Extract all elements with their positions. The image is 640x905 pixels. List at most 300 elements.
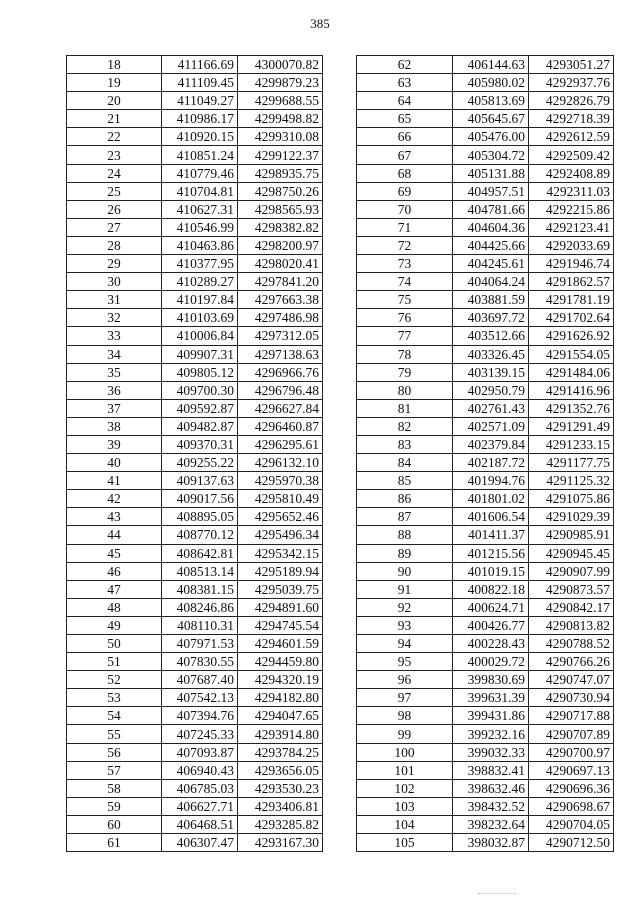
table-row xyxy=(67,779,323,797)
x-coordinate-cell: 406940.43 xyxy=(162,761,238,779)
x-coordinate-cell: 410377.95 xyxy=(162,255,238,273)
table-row xyxy=(357,435,614,453)
x-coordinate-cell: 409482.87 xyxy=(162,417,238,435)
point-number-cell: 98 xyxy=(357,707,453,725)
point-number-cell: 66 xyxy=(357,128,453,146)
y-coordinate-cell: 4297138.63 xyxy=(238,345,323,363)
table-row xyxy=(67,671,323,689)
x-coordinate-cell: 408642.81 xyxy=(162,544,238,562)
point-number-cell: 102 xyxy=(357,779,453,797)
table-row xyxy=(67,834,323,852)
table-row xyxy=(357,218,614,236)
x-coordinate-cell: 398632.46 xyxy=(453,779,529,797)
y-coordinate-cell: 4295189.94 xyxy=(238,562,323,580)
y-coordinate-cell: 4290766.26 xyxy=(529,653,614,671)
table-row xyxy=(357,255,614,273)
x-coordinate-cell: 406785.03 xyxy=(162,779,238,797)
x-coordinate-cell: 402187.72 xyxy=(453,454,529,472)
point-number-cell: 34 xyxy=(67,345,162,363)
table-row xyxy=(357,454,614,472)
y-coordinate-cell: 4293656.05 xyxy=(238,761,323,779)
x-coordinate-cell: 411109.45 xyxy=(162,74,238,92)
point-number-cell: 79 xyxy=(357,363,453,381)
point-number-cell: 90 xyxy=(357,562,453,580)
x-coordinate-cell: 405476.00 xyxy=(453,128,529,146)
table-row xyxy=(67,128,323,146)
y-coordinate-cell: 4291554.05 xyxy=(529,345,614,363)
point-number-cell: 91 xyxy=(357,580,453,598)
x-coordinate-cell: 402571.09 xyxy=(453,417,529,435)
y-coordinate-cell: 4291862.57 xyxy=(529,273,614,291)
table-row xyxy=(357,761,614,779)
x-coordinate-cell: 403139.15 xyxy=(453,363,529,381)
point-number-cell: 47 xyxy=(67,580,162,598)
table-row xyxy=(357,834,614,852)
y-coordinate-cell: 4298750.26 xyxy=(238,182,323,200)
table-row xyxy=(357,128,614,146)
x-coordinate-cell: 409370.31 xyxy=(162,435,238,453)
table-row xyxy=(67,399,323,417)
y-coordinate-cell: 4291702.64 xyxy=(529,309,614,327)
table-row xyxy=(357,743,614,761)
y-coordinate-cell: 4298020.41 xyxy=(238,255,323,273)
table-row xyxy=(67,56,323,74)
y-coordinate-cell: 4291233.15 xyxy=(529,435,614,453)
y-coordinate-cell: 4298200.97 xyxy=(238,236,323,254)
point-number-cell: 40 xyxy=(67,454,162,472)
point-number-cell: 100 xyxy=(357,743,453,761)
table-row xyxy=(357,92,614,110)
point-number-cell: 37 xyxy=(67,399,162,417)
y-coordinate-cell: 4290907.99 xyxy=(529,562,614,580)
y-coordinate-cell: 4290788.52 xyxy=(529,635,614,653)
table-row xyxy=(357,689,614,707)
y-coordinate-cell: 4293051.27 xyxy=(529,56,614,74)
point-number-cell: 48 xyxy=(67,598,162,616)
point-number-cell: 26 xyxy=(67,200,162,218)
x-coordinate-cell: 408381.15 xyxy=(162,580,238,598)
y-coordinate-cell: 4296295.61 xyxy=(238,435,323,453)
y-coordinate-cell: 4294047.65 xyxy=(238,707,323,725)
x-coordinate-cell: 403697.72 xyxy=(453,309,529,327)
table-row xyxy=(357,381,614,399)
point-number-cell: 81 xyxy=(357,399,453,417)
x-coordinate-cell: 405813.69 xyxy=(453,92,529,110)
y-coordinate-cell: 4295810.49 xyxy=(238,490,323,508)
y-coordinate-cell: 4291781.19 xyxy=(529,291,614,309)
x-coordinate-cell: 406468.51 xyxy=(162,815,238,833)
x-coordinate-cell: 400029.72 xyxy=(453,653,529,671)
x-coordinate-cell: 409255.22 xyxy=(162,454,238,472)
point-number-cell: 35 xyxy=(67,363,162,381)
y-coordinate-cell: 4293530.23 xyxy=(238,779,323,797)
y-coordinate-cell: 4290698.67 xyxy=(529,797,614,815)
table-row xyxy=(67,345,323,363)
point-number-cell: 60 xyxy=(67,815,162,833)
table-row xyxy=(357,671,614,689)
table-row xyxy=(357,562,614,580)
table-row xyxy=(357,345,614,363)
point-number-cell: 78 xyxy=(357,345,453,363)
table-row xyxy=(357,236,614,254)
y-coordinate-cell: 4293406.81 xyxy=(238,797,323,815)
point-number-cell: 38 xyxy=(67,417,162,435)
x-coordinate-cell: 409137.63 xyxy=(162,472,238,490)
point-number-cell: 88 xyxy=(357,526,453,544)
x-coordinate-cell: 408513.14 xyxy=(162,562,238,580)
point-number-cell: 93 xyxy=(357,616,453,634)
x-coordinate-cell: 410463.86 xyxy=(162,236,238,254)
table-row xyxy=(67,309,323,327)
point-number-cell: 103 xyxy=(357,797,453,815)
table-row xyxy=(357,635,614,653)
table-row xyxy=(67,743,323,761)
table-row xyxy=(357,309,614,327)
y-coordinate-cell: 4290717.88 xyxy=(529,707,614,725)
y-coordinate-cell: 4290697.13 xyxy=(529,761,614,779)
x-coordinate-cell: 410779.46 xyxy=(162,164,238,182)
point-number-cell: 97 xyxy=(357,689,453,707)
point-number-cell: 75 xyxy=(357,291,453,309)
point-number-cell: 43 xyxy=(67,508,162,526)
table-row xyxy=(67,236,323,254)
table-row xyxy=(357,164,614,182)
x-coordinate-cell: 410197.84 xyxy=(162,291,238,309)
point-number-cell: 23 xyxy=(67,146,162,164)
table-row xyxy=(357,707,614,725)
table-row xyxy=(357,273,614,291)
point-number-cell: 45 xyxy=(67,544,162,562)
table-row xyxy=(357,779,614,797)
table-row xyxy=(67,146,323,164)
point-number-cell: 86 xyxy=(357,490,453,508)
x-coordinate-cell: 404781.66 xyxy=(453,200,529,218)
y-coordinate-cell: 4297312.05 xyxy=(238,327,323,345)
x-coordinate-cell: 406307.47 xyxy=(162,834,238,852)
y-coordinate-cell: 4290945.45 xyxy=(529,544,614,562)
point-number-cell: 64 xyxy=(357,92,453,110)
x-coordinate-cell: 406627.71 xyxy=(162,797,238,815)
x-coordinate-cell: 398832.41 xyxy=(453,761,529,779)
x-coordinate-cell: 408246.86 xyxy=(162,598,238,616)
point-number-cell: 42 xyxy=(67,490,162,508)
x-coordinate-cell: 400228.43 xyxy=(453,635,529,653)
table-row xyxy=(357,616,614,634)
y-coordinate-cell: 4293784.25 xyxy=(238,743,323,761)
x-coordinate-cell: 408895.05 xyxy=(162,508,238,526)
coordinate-table-right xyxy=(356,55,614,852)
x-coordinate-cell: 409700.30 xyxy=(162,381,238,399)
x-coordinate-cell: 410289.27 xyxy=(162,273,238,291)
y-coordinate-cell: 4294320.19 xyxy=(238,671,323,689)
table-row xyxy=(357,182,614,200)
x-coordinate-cell: 402761.43 xyxy=(453,399,529,417)
x-coordinate-cell: 399631.39 xyxy=(453,689,529,707)
point-number-cell: 89 xyxy=(357,544,453,562)
point-number-cell: 87 xyxy=(357,508,453,526)
y-coordinate-cell: 4292033.69 xyxy=(529,236,614,254)
y-coordinate-cell: 4291352.76 xyxy=(529,399,614,417)
y-coordinate-cell: 4292311.03 xyxy=(529,182,614,200)
y-coordinate-cell: 4292826.79 xyxy=(529,92,614,110)
table-row xyxy=(357,797,614,815)
table-row xyxy=(357,74,614,92)
point-number-cell: 39 xyxy=(67,435,162,453)
y-coordinate-cell: 4290696.36 xyxy=(529,779,614,797)
table-row xyxy=(67,472,323,490)
table-row xyxy=(67,490,323,508)
x-coordinate-cell: 407394.76 xyxy=(162,707,238,725)
point-number-cell: 105 xyxy=(357,834,453,852)
y-coordinate-cell: 4290730.94 xyxy=(529,689,614,707)
table-row xyxy=(67,74,323,92)
y-coordinate-cell: 4292612.59 xyxy=(529,128,614,146)
x-coordinate-cell: 403326.45 xyxy=(453,345,529,363)
table-row xyxy=(67,363,323,381)
y-coordinate-cell: 4292937.76 xyxy=(529,74,614,92)
point-number-cell: 58 xyxy=(67,779,162,797)
y-coordinate-cell: 4297486.98 xyxy=(238,309,323,327)
point-number-cell: 77 xyxy=(357,327,453,345)
y-coordinate-cell: 4290704.05 xyxy=(529,815,614,833)
x-coordinate-cell: 410627.31 xyxy=(162,200,238,218)
y-coordinate-cell: 4290747.07 xyxy=(529,671,614,689)
x-coordinate-cell: 402379.84 xyxy=(453,435,529,453)
table-row xyxy=(67,164,323,182)
point-number-cell: 53 xyxy=(67,689,162,707)
point-number-cell: 92 xyxy=(357,598,453,616)
point-number-cell: 54 xyxy=(67,707,162,725)
x-coordinate-cell: 401606.54 xyxy=(453,508,529,526)
x-coordinate-cell: 411166.69 xyxy=(162,56,238,74)
x-coordinate-cell: 407093.87 xyxy=(162,743,238,761)
y-coordinate-cell: 4299122.37 xyxy=(238,146,323,164)
table-row xyxy=(357,417,614,435)
point-number-cell: 57 xyxy=(67,761,162,779)
point-number-cell: 85 xyxy=(357,472,453,490)
table-row xyxy=(67,381,323,399)
x-coordinate-cell: 410704.81 xyxy=(162,182,238,200)
table-row xyxy=(67,725,323,743)
table-row xyxy=(357,146,614,164)
x-coordinate-cell: 399032.33 xyxy=(453,743,529,761)
point-number-cell: 28 xyxy=(67,236,162,254)
y-coordinate-cell: 4291626.92 xyxy=(529,327,614,345)
point-number-cell: 70 xyxy=(357,200,453,218)
coordinate-table-left xyxy=(66,55,323,852)
x-coordinate-cell: 404957.51 xyxy=(453,182,529,200)
y-coordinate-cell: 4296132.10 xyxy=(238,454,323,472)
x-coordinate-cell: 402950.79 xyxy=(453,381,529,399)
x-coordinate-cell: 401019.15 xyxy=(453,562,529,580)
y-coordinate-cell: 4291416.96 xyxy=(529,381,614,399)
table-row xyxy=(67,635,323,653)
x-coordinate-cell: 410920.15 xyxy=(162,128,238,146)
table-row xyxy=(67,273,323,291)
x-coordinate-cell: 409907.31 xyxy=(162,345,238,363)
point-number-cell: 101 xyxy=(357,761,453,779)
page-number: 385 xyxy=(310,16,330,31)
point-number-cell: 27 xyxy=(67,218,162,236)
table-row xyxy=(67,92,323,110)
point-number-cell: 76 xyxy=(357,309,453,327)
x-coordinate-cell: 403881.59 xyxy=(453,291,529,309)
y-coordinate-cell: 4295342.15 xyxy=(238,544,323,562)
point-number-cell: 83 xyxy=(357,435,453,453)
table-row xyxy=(67,689,323,707)
table-row xyxy=(67,110,323,128)
point-number-cell: 61 xyxy=(67,834,162,852)
x-coordinate-cell: 407830.55 xyxy=(162,653,238,671)
y-coordinate-cell: 4299879.23 xyxy=(238,74,323,92)
table-row xyxy=(67,761,323,779)
table-row xyxy=(357,725,614,743)
table-row xyxy=(357,399,614,417)
point-number-cell: 55 xyxy=(67,725,162,743)
y-coordinate-cell: 4294745.54 xyxy=(238,616,323,634)
point-number-cell: 29 xyxy=(67,255,162,273)
point-number-cell: 52 xyxy=(67,671,162,689)
y-coordinate-cell: 4298382.82 xyxy=(238,218,323,236)
y-coordinate-cell: 4294601.59 xyxy=(238,635,323,653)
table-row xyxy=(67,508,323,526)
x-coordinate-cell: 400624.71 xyxy=(453,598,529,616)
x-coordinate-cell: 401215.56 xyxy=(453,544,529,562)
point-number-cell: 30 xyxy=(67,273,162,291)
table-row xyxy=(67,598,323,616)
table-row xyxy=(357,526,614,544)
table-row xyxy=(357,110,614,128)
y-coordinate-cell: 4294459.80 xyxy=(238,653,323,671)
y-coordinate-cell: 4290985.91 xyxy=(529,526,614,544)
x-coordinate-cell: 401994.76 xyxy=(453,472,529,490)
y-coordinate-cell: 4290707.89 xyxy=(529,725,614,743)
x-coordinate-cell: 407542.13 xyxy=(162,689,238,707)
x-coordinate-cell: 400426.77 xyxy=(453,616,529,634)
table-row xyxy=(357,327,614,345)
point-number-cell: 96 xyxy=(357,671,453,689)
table-row xyxy=(357,200,614,218)
table-row xyxy=(357,653,614,671)
y-coordinate-cell: 4293285.82 xyxy=(238,815,323,833)
y-coordinate-cell: 4293914.80 xyxy=(238,725,323,743)
y-coordinate-cell: 4292408.89 xyxy=(529,164,614,182)
x-coordinate-cell: 408770.12 xyxy=(162,526,238,544)
x-coordinate-cell: 405304.72 xyxy=(453,146,529,164)
table-row xyxy=(67,616,323,634)
y-coordinate-cell: 4295652.46 xyxy=(238,508,323,526)
x-coordinate-cell: 410986.17 xyxy=(162,110,238,128)
point-number-cell: 73 xyxy=(357,255,453,273)
x-coordinate-cell: 405645.67 xyxy=(453,110,529,128)
x-coordinate-cell: 401411.37 xyxy=(453,526,529,544)
x-coordinate-cell: 404245.61 xyxy=(453,255,529,273)
point-number-cell: 67 xyxy=(357,146,453,164)
point-number-cell: 18 xyxy=(67,56,162,74)
table-row xyxy=(67,200,323,218)
y-coordinate-cell: 4291125.32 xyxy=(529,472,614,490)
x-coordinate-cell: 407971.53 xyxy=(162,635,238,653)
x-coordinate-cell: 399431.86 xyxy=(453,707,529,725)
point-number-cell: 94 xyxy=(357,635,453,653)
table-row xyxy=(67,707,323,725)
x-coordinate-cell: 401801.02 xyxy=(453,490,529,508)
x-coordinate-cell: 399232.16 xyxy=(453,725,529,743)
x-coordinate-cell: 407245.33 xyxy=(162,725,238,743)
y-coordinate-cell: 4298935.75 xyxy=(238,164,323,182)
x-coordinate-cell: 404604.36 xyxy=(453,218,529,236)
point-number-cell: 99 xyxy=(357,725,453,743)
x-coordinate-cell: 410103.69 xyxy=(162,309,238,327)
y-coordinate-cell: 4298565.93 xyxy=(238,200,323,218)
point-number-cell: 20 xyxy=(67,92,162,110)
point-number-cell: 25 xyxy=(67,182,162,200)
table-row xyxy=(357,508,614,526)
point-number-cell: 72 xyxy=(357,236,453,254)
y-coordinate-cell: 4299310.08 xyxy=(238,128,323,146)
x-coordinate-cell: 404425.66 xyxy=(453,236,529,254)
table-row xyxy=(357,544,614,562)
x-coordinate-cell: 410006.84 xyxy=(162,327,238,345)
table-row xyxy=(67,182,323,200)
table-row xyxy=(67,417,323,435)
x-coordinate-cell: 405131.88 xyxy=(453,164,529,182)
y-coordinate-cell: 4297841.20 xyxy=(238,273,323,291)
point-number-cell: 68 xyxy=(357,164,453,182)
table-row xyxy=(357,598,614,616)
y-coordinate-cell: 4295970.38 xyxy=(238,472,323,490)
y-coordinate-cell: 4299688.55 xyxy=(238,92,323,110)
table-row xyxy=(67,562,323,580)
point-number-cell: 74 xyxy=(357,273,453,291)
y-coordinate-cell: 4296966.76 xyxy=(238,363,323,381)
table-row xyxy=(67,653,323,671)
y-coordinate-cell: 4290700.97 xyxy=(529,743,614,761)
point-number-cell: 51 xyxy=(67,653,162,671)
y-coordinate-cell: 4292718.39 xyxy=(529,110,614,128)
point-number-cell: 32 xyxy=(67,309,162,327)
point-number-cell: 19 xyxy=(67,74,162,92)
x-coordinate-cell: 410546.99 xyxy=(162,218,238,236)
point-number-cell: 46 xyxy=(67,562,162,580)
y-coordinate-cell: 4290873.57 xyxy=(529,580,614,598)
table-row xyxy=(67,255,323,273)
table-row xyxy=(357,815,614,833)
x-coordinate-cell: 406144.63 xyxy=(453,56,529,74)
point-number-cell: 104 xyxy=(357,815,453,833)
table-row xyxy=(67,327,323,345)
y-coordinate-cell: 4293167.30 xyxy=(238,834,323,852)
point-number-cell: 50 xyxy=(67,635,162,653)
x-coordinate-cell: 405980.02 xyxy=(453,74,529,92)
table-row xyxy=(67,815,323,833)
point-number-cell: 71 xyxy=(357,218,453,236)
table-row xyxy=(67,291,323,309)
table-row xyxy=(67,454,323,472)
y-coordinate-cell: 4296627.84 xyxy=(238,399,323,417)
point-number-cell: 82 xyxy=(357,417,453,435)
y-coordinate-cell: 4290842.17 xyxy=(529,598,614,616)
y-coordinate-cell: 4291177.75 xyxy=(529,454,614,472)
y-coordinate-cell: 4291029.39 xyxy=(529,508,614,526)
y-coordinate-cell: 4297663.38 xyxy=(238,291,323,309)
table-row xyxy=(67,797,323,815)
point-number-cell: 31 xyxy=(67,291,162,309)
table-row xyxy=(67,435,323,453)
table-row xyxy=(67,526,323,544)
x-coordinate-cell: 408110.31 xyxy=(162,616,238,634)
x-coordinate-cell: 403512.66 xyxy=(453,327,529,345)
